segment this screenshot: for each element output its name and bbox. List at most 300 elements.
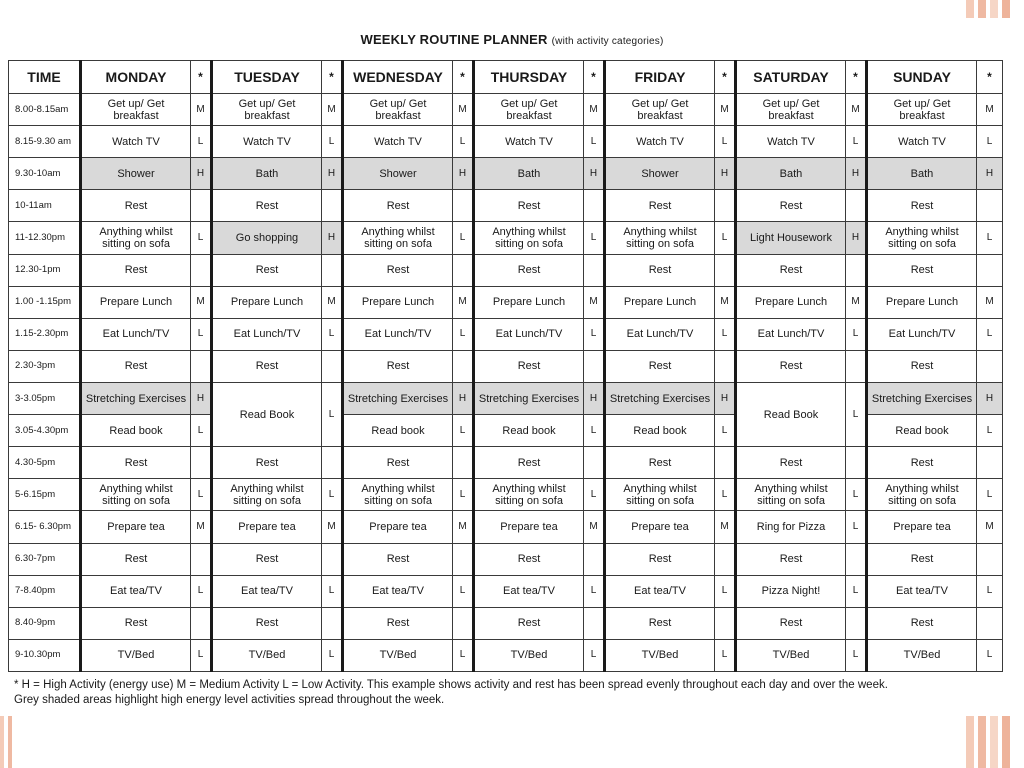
category-cell: L xyxy=(977,222,1003,254)
table-row xyxy=(9,350,1003,382)
activity-cell: Eat tea/TV xyxy=(867,575,977,607)
category-cell: L xyxy=(584,639,605,671)
activity-cell: Eat tea/TV xyxy=(81,575,191,607)
decorative-stripes-top-right xyxy=(966,0,1016,18)
category-cell xyxy=(584,447,605,479)
category-cell xyxy=(977,447,1003,479)
table-row xyxy=(9,94,1003,126)
category-cell: L xyxy=(322,479,343,511)
category-cell xyxy=(846,447,867,479)
category-cell: L xyxy=(322,639,343,671)
activity-cell: Rest xyxy=(81,254,191,286)
title-text: WEEKLY ROUTINE PLANNER xyxy=(360,32,548,47)
activity-cell: Read Book xyxy=(736,382,846,446)
activity-cell: Eat Lunch/TV xyxy=(736,318,846,350)
activity-cell: Watch TV xyxy=(605,126,715,158)
time-cell: 12.30-1pm xyxy=(9,254,81,286)
activity-cell: Read book xyxy=(605,415,715,447)
activity-cell: Rest xyxy=(736,350,846,382)
activity-cell: Rest xyxy=(474,190,584,222)
category-cell: L xyxy=(715,479,736,511)
activity-cell: Stretching Exercises xyxy=(867,382,977,414)
header-day: SUNDAY xyxy=(867,61,977,94)
category-cell: L xyxy=(977,415,1003,447)
planner-body xyxy=(9,94,1003,672)
table-row xyxy=(9,639,1003,671)
category-cell: L xyxy=(715,126,736,158)
header-day: TUESDAY xyxy=(212,61,322,94)
category-cell: L xyxy=(846,639,867,671)
activity-cell: Prepare Lunch xyxy=(474,286,584,318)
activity-cell: Rest xyxy=(343,254,453,286)
category-cell: L xyxy=(453,222,474,254)
activity-cell: Anything whilst sitting on sofa xyxy=(212,479,322,511)
category-cell xyxy=(191,350,212,382)
category-cell xyxy=(846,607,867,639)
header-category: * xyxy=(322,61,343,94)
activity-cell: Rest xyxy=(343,543,453,575)
category-cell: M xyxy=(715,286,736,318)
category-cell: M xyxy=(584,511,605,543)
activity-cell: Prepare tea xyxy=(474,511,584,543)
category-cell: L xyxy=(977,575,1003,607)
activity-cell: Go shopping xyxy=(212,222,322,254)
activity-cell: Shower xyxy=(81,158,191,190)
activity-cell: Get up/ Get breakfast xyxy=(81,94,191,126)
activity-cell: Rest xyxy=(212,254,322,286)
time-cell: 6.15- 6.30pm xyxy=(9,511,81,543)
category-cell: M xyxy=(715,94,736,126)
category-cell: M xyxy=(715,511,736,543)
category-cell: L xyxy=(977,126,1003,158)
category-cell: M xyxy=(584,286,605,318)
activity-cell: Anything whilst sitting on sofa xyxy=(81,479,191,511)
category-cell: L xyxy=(715,639,736,671)
decorative-stripes-bottom-left xyxy=(0,716,12,768)
category-cell: L xyxy=(191,415,212,447)
time-cell: 8.15-9.30 am xyxy=(9,126,81,158)
activity-cell: Stretching Exercises xyxy=(343,382,453,414)
activity-cell: Get up/ Get breakfast xyxy=(343,94,453,126)
activity-cell: Get up/ Get breakfast xyxy=(605,94,715,126)
activity-cell: Rest xyxy=(212,607,322,639)
activity-cell: Rest xyxy=(736,607,846,639)
footnote-note: Grey shaded areas highlight high energy level activities spread throughout the week. xyxy=(14,694,445,706)
category-cell xyxy=(322,447,343,479)
activity-cell: Ring for Pizza xyxy=(736,511,846,543)
category-cell: L xyxy=(715,415,736,447)
activity-cell: TV/Bed xyxy=(212,639,322,671)
category-cell: L xyxy=(191,126,212,158)
activity-cell: Get up/ Get breakfast xyxy=(474,94,584,126)
category-cell xyxy=(191,607,212,639)
time-cell: 1.15-2.30pm xyxy=(9,318,81,350)
header-day: FRIDAY xyxy=(605,61,715,94)
header-category: * xyxy=(584,61,605,94)
category-cell xyxy=(584,190,605,222)
activity-cell: Rest xyxy=(212,447,322,479)
activity-cell: Anything whilst sitting on sofa xyxy=(81,222,191,254)
activity-cell: Rest xyxy=(81,350,191,382)
header-category: * xyxy=(191,61,212,94)
category-cell xyxy=(584,254,605,286)
header-category: * xyxy=(453,61,474,94)
activity-cell: Watch TV xyxy=(81,126,191,158)
category-cell xyxy=(715,190,736,222)
category-cell: M xyxy=(453,286,474,318)
activity-cell: Watch TV xyxy=(474,126,584,158)
category-cell: L xyxy=(584,126,605,158)
category-cell: L xyxy=(977,639,1003,671)
category-cell xyxy=(322,607,343,639)
activity-cell: Anything whilst sitting on sofa xyxy=(605,479,715,511)
category-cell xyxy=(846,254,867,286)
time-cell: 7-8.40pm xyxy=(9,575,81,607)
time-cell: 6.30-7pm xyxy=(9,543,81,575)
category-cell: L xyxy=(584,222,605,254)
category-cell: L xyxy=(191,479,212,511)
category-cell: H xyxy=(322,158,343,190)
category-cell: L xyxy=(453,318,474,350)
category-cell xyxy=(322,543,343,575)
category-cell xyxy=(584,350,605,382)
activity-cell: Anything whilst sitting on sofa xyxy=(867,479,977,511)
category-cell: L xyxy=(846,382,867,446)
activity-cell: Rest xyxy=(474,447,584,479)
activity-cell: Light Housework xyxy=(736,222,846,254)
weekly-planner-table xyxy=(8,60,1003,672)
category-cell: M xyxy=(322,94,343,126)
category-cell xyxy=(322,350,343,382)
activity-cell: Rest xyxy=(736,543,846,575)
activity-cell: Prepare Lunch xyxy=(343,286,453,318)
category-cell: L xyxy=(846,575,867,607)
category-cell: L xyxy=(584,575,605,607)
table-row xyxy=(9,479,1003,511)
table-row xyxy=(9,158,1003,190)
category-cell xyxy=(977,350,1003,382)
category-cell: L xyxy=(191,575,212,607)
activity-cell: Bath xyxy=(867,158,977,190)
category-cell: M xyxy=(191,511,212,543)
activity-cell: Prepare Lunch xyxy=(867,286,977,318)
header-day: MONDAY xyxy=(81,61,191,94)
time-cell: 11-12.30pm xyxy=(9,222,81,254)
activity-cell: Shower xyxy=(343,158,453,190)
header-category: * xyxy=(715,61,736,94)
category-cell xyxy=(715,607,736,639)
table-row xyxy=(9,286,1003,318)
activity-cell: Rest xyxy=(81,447,191,479)
category-cell xyxy=(191,254,212,286)
activity-cell: Rest xyxy=(474,543,584,575)
activity-cell: Anything whilst sitting on sofa xyxy=(343,479,453,511)
page-title xyxy=(0,32,1024,47)
table-row xyxy=(9,447,1003,479)
activity-cell: Watch TV xyxy=(343,126,453,158)
category-cell: H xyxy=(322,222,343,254)
activity-cell: Rest xyxy=(343,190,453,222)
activity-cell: Rest xyxy=(736,190,846,222)
category-cell: M xyxy=(453,94,474,126)
activity-cell: Anything whilst sitting on sofa xyxy=(474,222,584,254)
category-cell xyxy=(715,543,736,575)
category-cell: H xyxy=(584,158,605,190)
category-cell xyxy=(322,190,343,222)
activity-cell: TV/Bed xyxy=(343,639,453,671)
category-cell xyxy=(846,350,867,382)
header-day: WEDNESDAY xyxy=(343,61,453,94)
category-cell xyxy=(846,543,867,575)
header-category: * xyxy=(846,61,867,94)
category-cell: H xyxy=(584,382,605,414)
category-cell: L xyxy=(453,415,474,447)
category-cell: L xyxy=(715,575,736,607)
time-cell: 3-3.05pm xyxy=(9,382,81,414)
activity-cell: Eat tea/TV xyxy=(605,575,715,607)
category-cell: L xyxy=(846,318,867,350)
category-cell xyxy=(715,447,736,479)
category-cell xyxy=(191,543,212,575)
header-category: * xyxy=(977,61,1003,94)
table-row xyxy=(9,607,1003,639)
activity-cell: Rest xyxy=(605,447,715,479)
activity-cell: Watch TV xyxy=(212,126,322,158)
category-cell: H xyxy=(715,158,736,190)
category-cell: L xyxy=(322,318,343,350)
category-cell xyxy=(453,447,474,479)
category-cell: L xyxy=(846,126,867,158)
table-row xyxy=(9,254,1003,286)
activity-cell: TV/Bed xyxy=(736,639,846,671)
activity-cell: Rest xyxy=(867,350,977,382)
activity-cell: TV/Bed xyxy=(474,639,584,671)
category-cell xyxy=(453,607,474,639)
table-row xyxy=(9,543,1003,575)
activity-cell: Rest xyxy=(212,543,322,575)
table-row xyxy=(9,126,1003,158)
category-cell xyxy=(191,447,212,479)
category-cell xyxy=(322,254,343,286)
category-cell: H xyxy=(191,158,212,190)
category-cell: L xyxy=(453,575,474,607)
activity-cell: Rest xyxy=(343,350,453,382)
activity-cell: TV/Bed xyxy=(605,639,715,671)
activity-cell: Rest xyxy=(605,350,715,382)
category-cell: L xyxy=(977,318,1003,350)
activity-cell: Rest xyxy=(736,254,846,286)
activity-cell: Rest xyxy=(474,350,584,382)
category-cell xyxy=(453,543,474,575)
category-cell: L xyxy=(191,222,212,254)
category-cell: H xyxy=(715,382,736,414)
category-cell: L xyxy=(191,318,212,350)
category-cell xyxy=(977,254,1003,286)
table-row xyxy=(9,382,1003,414)
table-row xyxy=(9,511,1003,543)
category-cell: L xyxy=(846,479,867,511)
activity-cell: Prepare tea xyxy=(867,511,977,543)
category-cell: H xyxy=(846,222,867,254)
category-cell xyxy=(715,350,736,382)
category-cell xyxy=(977,190,1003,222)
time-cell: 9-10.30pm xyxy=(9,639,81,671)
category-cell: L xyxy=(453,126,474,158)
activity-cell: Rest xyxy=(867,190,977,222)
category-cell: H xyxy=(191,382,212,414)
activity-cell: Rest xyxy=(605,190,715,222)
category-cell: L xyxy=(453,479,474,511)
category-cell: H xyxy=(846,158,867,190)
activity-cell: Read Book xyxy=(212,382,322,446)
category-cell: L xyxy=(322,382,343,446)
activity-cell: Prepare tea xyxy=(212,511,322,543)
footnote-legend: * H = High Activity (energy use) M = Medium Activity L = Low Activity. This example shows activity and rest has been spread evenly throughout each day and over the week. xyxy=(14,679,888,691)
category-cell xyxy=(977,607,1003,639)
activity-cell: Bath xyxy=(212,158,322,190)
activity-cell: Eat Lunch/TV xyxy=(212,318,322,350)
activity-cell: Bath xyxy=(474,158,584,190)
category-cell: L xyxy=(715,318,736,350)
category-cell: L xyxy=(191,639,212,671)
table-row xyxy=(9,318,1003,350)
category-cell: L xyxy=(584,479,605,511)
time-cell: 1.00 -1.15pm xyxy=(9,286,81,318)
category-cell: H xyxy=(977,158,1003,190)
activity-cell: Prepare Lunch xyxy=(736,286,846,318)
activity-cell: Rest xyxy=(81,190,191,222)
category-cell: L xyxy=(453,639,474,671)
activity-cell: Pizza Night! xyxy=(736,575,846,607)
category-cell: H xyxy=(453,382,474,414)
activity-cell: Prepare Lunch xyxy=(81,286,191,318)
activity-cell: Get up/ Get breakfast xyxy=(212,94,322,126)
category-cell: L xyxy=(322,575,343,607)
activity-cell: Eat Lunch/TV xyxy=(867,318,977,350)
activity-cell: Rest xyxy=(343,447,453,479)
activity-cell: Anything whilst sitting on sofa xyxy=(343,222,453,254)
activity-cell: Prepare Lunch xyxy=(212,286,322,318)
title-subtitle: (with activity categories) xyxy=(551,36,664,47)
category-cell: M xyxy=(977,511,1003,543)
category-cell: M xyxy=(977,286,1003,318)
category-cell xyxy=(584,543,605,575)
activity-cell: Read book xyxy=(474,415,584,447)
time-cell: 2.30-3pm xyxy=(9,350,81,382)
header-row xyxy=(9,61,1003,94)
activity-cell: Eat Lunch/TV xyxy=(605,318,715,350)
activity-cell: Rest xyxy=(867,607,977,639)
activity-cell: Eat Lunch/TV xyxy=(343,318,453,350)
activity-cell: Prepare tea xyxy=(343,511,453,543)
activity-cell: Shower xyxy=(605,158,715,190)
activity-cell: Rest xyxy=(81,607,191,639)
activity-cell: TV/Bed xyxy=(867,639,977,671)
activity-cell: Rest xyxy=(605,254,715,286)
activity-cell: Eat tea/TV xyxy=(474,575,584,607)
category-cell xyxy=(453,350,474,382)
time-cell: 5-6.15pm xyxy=(9,479,81,511)
header-time: TIME xyxy=(9,61,81,94)
activity-cell: Anything whilst sitting on sofa xyxy=(474,479,584,511)
category-cell xyxy=(977,543,1003,575)
header-day: THURSDAY xyxy=(474,61,584,94)
category-cell: L xyxy=(977,479,1003,511)
activity-cell: Read book xyxy=(867,415,977,447)
category-cell: L xyxy=(584,318,605,350)
category-cell: M xyxy=(846,286,867,318)
category-cell: L xyxy=(715,222,736,254)
category-cell xyxy=(715,254,736,286)
activity-cell: Stretching Exercises xyxy=(81,382,191,414)
category-cell xyxy=(584,607,605,639)
activity-cell: Anything whilst sitting on sofa xyxy=(605,222,715,254)
category-cell xyxy=(453,254,474,286)
activity-cell: Get up/ Get breakfast xyxy=(867,94,977,126)
activity-cell: Prepare Lunch xyxy=(605,286,715,318)
category-cell: M xyxy=(977,94,1003,126)
activity-cell: Eat tea/TV xyxy=(212,575,322,607)
decorative-stripes-bottom-right xyxy=(966,716,1016,768)
time-cell: 8.00-8.15am xyxy=(9,94,81,126)
time-cell: 8.40-9pm xyxy=(9,607,81,639)
activity-cell: Read book xyxy=(343,415,453,447)
activity-cell: TV/Bed xyxy=(81,639,191,671)
category-cell: L xyxy=(846,511,867,543)
activity-cell: Rest xyxy=(867,543,977,575)
activity-cell: Watch TV xyxy=(867,126,977,158)
footnote xyxy=(14,678,1009,708)
activity-cell: Rest xyxy=(343,607,453,639)
activity-cell: Eat Lunch/TV xyxy=(81,318,191,350)
activity-cell: Eat tea/TV xyxy=(343,575,453,607)
activity-cell: Rest xyxy=(867,254,977,286)
activity-cell: Rest xyxy=(605,607,715,639)
activity-cell: Read book xyxy=(81,415,191,447)
table-row xyxy=(9,222,1003,254)
activity-cell: Rest xyxy=(212,190,322,222)
activity-cell: Rest xyxy=(736,447,846,479)
activity-cell: Prepare tea xyxy=(605,511,715,543)
category-cell: M xyxy=(453,511,474,543)
category-cell: M xyxy=(191,286,212,318)
activity-cell: Rest xyxy=(474,254,584,286)
category-cell: M xyxy=(191,94,212,126)
activity-cell: Prepare tea xyxy=(81,511,191,543)
activity-cell: Bath xyxy=(736,158,846,190)
time-cell: 10-11am xyxy=(9,190,81,222)
category-cell: H xyxy=(453,158,474,190)
header-day: SATURDAY xyxy=(736,61,846,94)
activity-cell: Eat Lunch/TV xyxy=(474,318,584,350)
time-cell: 3.05-4.30pm xyxy=(9,415,81,447)
category-cell: M xyxy=(322,511,343,543)
category-cell: M xyxy=(846,94,867,126)
activity-cell: Anything whilst sitting on sofa xyxy=(736,479,846,511)
activity-cell: Rest xyxy=(212,350,322,382)
activity-cell: Rest xyxy=(474,607,584,639)
activity-cell: Stretching Exercises xyxy=(474,382,584,414)
activity-cell: Rest xyxy=(605,543,715,575)
activity-cell: Anything whilst sitting on sofa xyxy=(867,222,977,254)
category-cell xyxy=(453,190,474,222)
category-cell: L xyxy=(584,415,605,447)
category-cell: L xyxy=(322,126,343,158)
category-cell xyxy=(191,190,212,222)
table-row xyxy=(9,190,1003,222)
activity-cell: Get up/ Get breakfast xyxy=(736,94,846,126)
activity-cell: Watch TV xyxy=(736,126,846,158)
